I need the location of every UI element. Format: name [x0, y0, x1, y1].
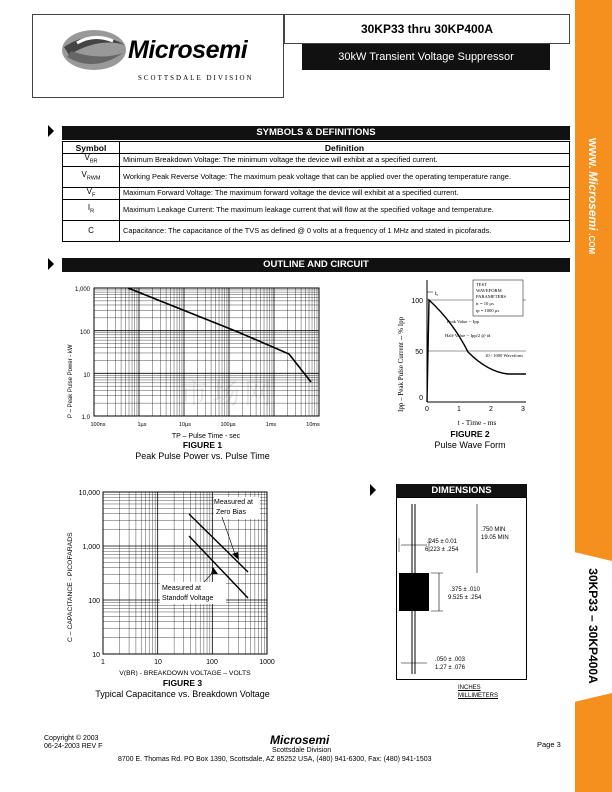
- footer-address: 8700 E. Thomas Rd. PO Box 1390, Scottsdale, AZ 85252 USA, (480) 941-6300, Fax: (480) 941-1503: [118, 756, 432, 763]
- leader-line: [222, 517, 236, 557]
- params-line: TEST: [476, 282, 487, 287]
- table-row: [63, 200, 570, 221]
- x-tick: 0: [425, 406, 429, 413]
- table-row: [63, 166, 570, 187]
- url-prefix: WWW.: [586, 137, 597, 169]
- y-tick: 1,000: [74, 287, 90, 293]
- revision: 06-24-2003 REV F: [44, 743, 103, 750]
- x-tick: 10µs: [178, 422, 192, 428]
- logo-division: SCOTTSDALE DIVISION: [138, 74, 254, 82]
- table-row: [63, 154, 570, 167]
- standoff-label: Standoff Voltage: [162, 595, 214, 602]
- url-suffix: .COM: [587, 233, 596, 255]
- x-tick: 100µs: [220, 422, 236, 428]
- units-inches: INCHES: [458, 685, 481, 691]
- x-tick: 1ms: [265, 422, 277, 428]
- symbol-cell: C: [63, 221, 120, 242]
- figure3-chart: [58, 484, 308, 676]
- definitions-table: [62, 141, 570, 242]
- figure1-caption: Peak Pulse Power vs. Pulse Time: [135, 451, 270, 461]
- params-line: PARAMETERS: [476, 294, 506, 299]
- half-label: Half-Value -- Ipp/2 @ td: [445, 333, 491, 338]
- watermark: 市场网: [180, 377, 277, 410]
- symbol-cell: $V_F$: [63, 187, 120, 200]
- x-tick: 3: [521, 406, 525, 413]
- params-line: tp = 1000 µs: [476, 308, 500, 313]
- lead-length-in: .750 MIN: [481, 527, 506, 533]
- tr-label: tr: [435, 291, 439, 297]
- col-symbol: Symbol: [63, 142, 120, 154]
- symbols-header: SYMBOLS & DEFINITIONS: [62, 126, 570, 140]
- y-tick: 1,000: [82, 544, 100, 551]
- figure1-title: FIGURE 1: [182, 440, 223, 450]
- page-number: Page 3: [537, 740, 561, 749]
- definition-cell: Capacitance: The capacitance of the TVS as defined @ 0 volts at a frequency of 1 MHz and stated in picofarads.: [120, 221, 570, 242]
- y-tick: 1.0: [81, 415, 90, 421]
- y-tick: 10,000: [78, 490, 100, 497]
- lead-dia-mm: 1.27 ± .076: [435, 665, 465, 671]
- figure2-x-label: t - Time - ms: [457, 418, 497, 427]
- body-dia-mm: 6.223 ± .254: [425, 547, 459, 553]
- symbol-cell: $V_{RWM}$: [63, 166, 120, 187]
- x-tick: 100ns: [90, 422, 106, 428]
- wave-label: 10 / 1000 Waveform: [485, 353, 523, 358]
- symbol-cell: $I_R$: [63, 200, 120, 221]
- x-tick: 1: [457, 406, 461, 413]
- microsemi-globe-icon: [59, 25, 129, 75]
- dimensions-box: [396, 497, 527, 680]
- table-row: [63, 187, 570, 200]
- dimension-drawing: [397, 498, 526, 679]
- leader-line: [204, 570, 215, 582]
- footer-brand: Microsemi: [270, 733, 330, 747]
- figure2-title: FIGURE 2: [450, 429, 490, 439]
- standoff-label: Measured at: [162, 585, 201, 592]
- definition-cell: Maximum Forward Voltage: The maximum forward voltage the device will exhibit at a specified current.: [120, 187, 570, 200]
- y-tick: 10: [83, 373, 90, 379]
- y-tick: 10: [92, 652, 100, 659]
- definition-cell: Minimum Breakdown Voltage: The minimum voltage the device will exhibit at a specified current.: [120, 154, 570, 167]
- bullet-icon: [48, 125, 54, 137]
- copyright: Copyright © 2003: [44, 735, 99, 742]
- diode-body: [399, 573, 429, 611]
- x-tick: 1000: [259, 659, 275, 666]
- table-header-row: [63, 142, 570, 154]
- figure3-title: FIGURE 3: [162, 678, 203, 688]
- table-row: [63, 221, 570, 242]
- y-tick: 100: [79, 330, 90, 336]
- x-tick: 10: [154, 659, 162, 666]
- side-url: [586, 138, 600, 254]
- logo-text: Microsemi: [128, 36, 248, 64]
- params-line: tr = 10 µs: [476, 301, 494, 306]
- lead-dia-in: .050 ± .003: [435, 657, 465, 663]
- bullet-icon: [48, 258, 54, 270]
- x-tick: 10ms: [306, 422, 320, 428]
- body-dia-in: .245 ± 0.01: [427, 539, 457, 545]
- units-millimeters: MILLIMETERS: [458, 693, 499, 699]
- figure3-x-label: V(BR) - BREAKDOWN VOLTAGE – VOLTS: [119, 670, 251, 676]
- y-tick: 0: [419, 395, 423, 402]
- figure1-y-label: P – Peak Pulse Power - kW: [68, 344, 74, 418]
- y-tick: 50: [415, 349, 423, 356]
- y-tick: 100: [411, 298, 423, 305]
- x-tick: 100: [206, 659, 218, 666]
- definition-cell: Maximum Leakage Current: The maximum leakage current that will flow at the specified voltage and temperature.: [120, 200, 570, 221]
- figure1-x-label: TP – Pulse Time - sec: [171, 433, 241, 440]
- figure2-caption: Pulse Wave Form: [434, 440, 506, 450]
- col-definition: Definition: [120, 142, 570, 154]
- dimensions-header: DIMENSIONS: [396, 484, 527, 497]
- figure3-y-label: C – CAPACITANCE - PICOFARADS: [67, 532, 74, 642]
- body-length-in: .375 ± .010: [450, 587, 480, 593]
- bullet-icon: [370, 484, 376, 496]
- zero-bias-label: Zero Bias: [216, 509, 246, 516]
- figure3-caption: Typical Capacitance vs. Breakdown Voltage: [95, 689, 270, 699]
- zero-bias-curve: [189, 514, 248, 572]
- outline-header: OUTLINE AND CIRCUIT: [62, 258, 570, 272]
- lead-length-mm: 19.05 MIN: [481, 535, 509, 541]
- symbol-cell: $V_{BR}$: [63, 154, 120, 167]
- url-brand: Microsemi: [586, 171, 600, 231]
- side-part-label: 30KP33 – 30KP400A: [586, 568, 600, 684]
- x-tick: 1: [101, 659, 105, 666]
- y-tick: 100: [88, 598, 100, 605]
- part-range-title: 30KP33 thru 30KP400A: [284, 14, 570, 44]
- figure2-chart: [393, 272, 543, 430]
- figure2-y-label: Ipp – Peak Pulse Current -- % Ipp: [397, 316, 405, 412]
- body-length-mm: 9.525 ± .254: [448, 595, 482, 601]
- product-subtitle: 30kW Transient Voltage Suppressor: [302, 44, 550, 70]
- params-line: WAVEFORM: [476, 288, 502, 293]
- zero-bias-label: Measured at: [214, 499, 253, 506]
- peak-label: Peak Value -- Ipp: [447, 319, 479, 324]
- x-tick: 1µs: [137, 422, 147, 428]
- figure1-curve: [128, 288, 311, 382]
- definition-cell: Working Peak Reverse Voltage: The maximum peak voltage that can be applied over the operating temperature range.: [120, 166, 570, 187]
- figure1-chart: [58, 278, 338, 443]
- x-tick: 2: [489, 406, 493, 413]
- footer-division: Scottsdale Division: [272, 747, 332, 754]
